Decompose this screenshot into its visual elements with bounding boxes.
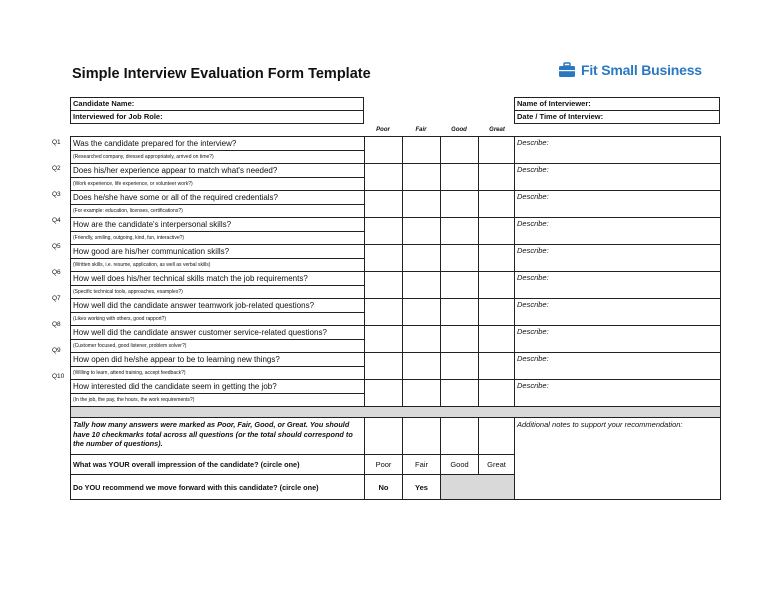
- rating-cell-poor[interactable]: [365, 218, 403, 245]
- rating-cell-good[interactable]: [441, 326, 479, 353]
- question-row: [71, 353, 721, 380]
- rating-cell-good[interactable]: [441, 299, 479, 326]
- question-text: How are the candidate's interpersonal skills?: [73, 220, 232, 229]
- rating-cell-fair[interactable]: [403, 326, 441, 353]
- tally-cell-poor[interactable]: [365, 418, 403, 455]
- rating-cell-great[interactable]: [479, 191, 515, 218]
- rating-cell-fair[interactable]: [403, 164, 441, 191]
- question-hint: (Researched company, dressed appropriately, arrived on time?): [71, 150, 364, 163]
- question-text: How interested did the candidate seem in getting the job?: [73, 382, 277, 391]
- question-hint: (Likes working with others, good rapport?): [71, 312, 364, 325]
- question-number: Q1: [52, 139, 61, 146]
- describe-cell[interactable]: Describe:: [515, 353, 721, 380]
- brand-logo: [558, 60, 702, 80]
- rating-cell-great[interactable]: [479, 245, 515, 272]
- rating-cell-poor[interactable]: [365, 326, 403, 353]
- question-number: Q10: [52, 373, 65, 380]
- rating-cell-fair[interactable]: [403, 218, 441, 245]
- rating-cell-poor[interactable]: [365, 191, 403, 218]
- interviewer-name-field[interactable]: Name of Interviewer:: [515, 98, 720, 111]
- rating-header-poor: Poor: [376, 127, 390, 133]
- page-title: Simple Interview Evaluation Form Template: [72, 66, 371, 82]
- candidate-name-field[interactable]: Candidate Name:: [71, 98, 364, 111]
- question-row: [71, 299, 721, 326]
- question-hint: (Written skills, i.e. resume, application, as well as verbal skills): [71, 258, 364, 271]
- interview-date-field[interactable]: Date / Time of Interview:: [515, 111, 720, 124]
- question-number: Q5: [52, 243, 61, 250]
- describe-cell[interactable]: Describe:: [515, 191, 721, 218]
- rating-cell-fair[interactable]: [403, 353, 441, 380]
- impression-option-fair[interactable]: Fair: [403, 455, 441, 475]
- question-row: [71, 326, 721, 353]
- recommend-option-no[interactable]: No: [365, 475, 403, 500]
- question-text: Was the candidate prepared for the interview?: [73, 139, 237, 148]
- tally-cell-great[interactable]: [479, 418, 515, 455]
- describe-cell[interactable]: Describe:: [515, 272, 721, 299]
- question-number: Q3: [52, 191, 61, 198]
- question-hint: (Customer focused, good listener, problem solver?): [71, 339, 364, 352]
- question-number: Q4: [52, 217, 61, 224]
- tally-instructions: Tally how many answers were marked as Poor, Fair, Good, or Great. You should have 10 checkmarks total across all questions (or the total should correspond to the number of questions).: [71, 418, 365, 455]
- impression-question: What was YOUR overall impression of the candidate? (circle one): [71, 455, 365, 475]
- rating-cell-poor[interactable]: [365, 272, 403, 299]
- rating-cell-good[interactable]: [441, 137, 479, 164]
- impression-option-good[interactable]: Good: [441, 455, 479, 475]
- question-text: How good are his/her communication skills?: [73, 247, 230, 256]
- rating-cell-great[interactable]: [479, 137, 515, 164]
- evaluation-table: [70, 136, 721, 500]
- recommend-question: Do YOU recommend we move forward with this candidate? (circle one): [71, 475, 365, 500]
- impression-option-poor[interactable]: Poor: [365, 455, 403, 475]
- question-number: Q6: [52, 269, 61, 276]
- question-text: How open did he/she appear to be to learning new things?: [73, 355, 280, 364]
- question-hint: (In the job, the pay, the hours, the work requirements?): [71, 393, 364, 406]
- rating-cell-great[interactable]: [479, 380, 515, 407]
- question-row: [71, 245, 721, 272]
- candidate-info-table: [70, 97, 364, 124]
- question-hint: (Specific technical tools, approaches, examples?): [71, 285, 364, 298]
- question-row: [71, 380, 721, 407]
- rating-cell-good[interactable]: [441, 218, 479, 245]
- rating-cell-great[interactable]: [479, 272, 515, 299]
- question-text: Does he/she have some or all of the required credentials?: [73, 193, 279, 202]
- rating-cell-poor[interactable]: [365, 137, 403, 164]
- describe-cell[interactable]: Describe:: [515, 137, 721, 164]
- describe-cell[interactable]: Describe:: [515, 245, 721, 272]
- question-number: Q7: [52, 295, 61, 302]
- question-text: How well did the candidate answer teamwork job-related questions?: [73, 301, 315, 310]
- question-row: [71, 191, 721, 218]
- question-hint: (Willing to learn, attend training, accept feedback?): [71, 366, 364, 379]
- rating-cell-good[interactable]: [441, 272, 479, 299]
- rating-header-good: Good: [451, 127, 467, 133]
- question-number: Q8: [52, 321, 61, 328]
- rating-cell-great[interactable]: [479, 164, 515, 191]
- describe-cell[interactable]: Describe:: [515, 218, 721, 245]
- rating-cell-good[interactable]: [441, 164, 479, 191]
- interviewer-info-table: [514, 97, 720, 124]
- tally-cell-good[interactable]: [441, 418, 479, 455]
- rating-cell-poor[interactable]: [365, 299, 403, 326]
- rating-cell-great[interactable]: [479, 299, 515, 326]
- rating-cell-fair[interactable]: [403, 245, 441, 272]
- rating-cell-good[interactable]: [441, 245, 479, 272]
- briefcase-icon: [558, 62, 576, 78]
- describe-cell[interactable]: Describe:: [515, 299, 721, 326]
- impression-option-great[interactable]: Great: [479, 455, 515, 475]
- additional-notes[interactable]: Additional notes to support your recommendation:: [515, 418, 721, 500]
- question-row: [71, 218, 721, 245]
- question-hint: (Friendly, smiling, outgoing, kind, fun, interactive?): [71, 231, 364, 244]
- rating-cell-poor[interactable]: [365, 353, 403, 380]
- brand-name: Fit Small Business: [581, 62, 702, 78]
- question-row: [71, 272, 721, 299]
- describe-cell[interactable]: Describe:: [515, 164, 721, 191]
- rating-cell-good[interactable]: [441, 353, 479, 380]
- tally-cell-fair[interactable]: [403, 418, 441, 455]
- question-text: How well did the candidate answer customer service-related questions?: [73, 328, 327, 337]
- rating-cell-good[interactable]: [441, 191, 479, 218]
- question-text: Does his/her experience appear to match what's needed?: [73, 166, 278, 175]
- describe-cell[interactable]: Describe:: [515, 380, 721, 407]
- recommend-option-yes[interactable]: Yes: [403, 475, 441, 500]
- rating-header-fair: Fair: [415, 127, 427, 133]
- rating-cell-great[interactable]: [479, 218, 515, 245]
- question-number: Q2: [52, 165, 61, 172]
- rating-cell-fair[interactable]: [403, 380, 441, 407]
- question-hint: (Work experience, life experience, or volunteer work?): [71, 177, 364, 190]
- rating-cell-poor[interactable]: [365, 164, 403, 191]
- separator-bar: [71, 407, 721, 418]
- job-role-field[interactable]: Interviewed for Job Role:: [71, 111, 364, 124]
- rating-cell-great[interactable]: [479, 353, 515, 380]
- question-row: [71, 137, 721, 164]
- rating-cell-fair[interactable]: [403, 191, 441, 218]
- rating-cell-fair[interactable]: [403, 299, 441, 326]
- separator-row: [71, 407, 721, 418]
- question-text: How well does his/her technical skills match the job requirements?: [73, 274, 308, 283]
- question-row: [71, 164, 721, 191]
- rating-cell-good[interactable]: [441, 380, 479, 407]
- describe-cell[interactable]: Describe:: [515, 326, 721, 353]
- tally-row: [71, 418, 721, 455]
- question-hint: (For example: education, licenses, certifications?): [71, 204, 364, 217]
- rating-cell-great[interactable]: [479, 326, 515, 353]
- rating-header-great: Great: [489, 127, 505, 133]
- recommend-gray-cell: [441, 475, 515, 500]
- rating-cell-poor[interactable]: [365, 380, 403, 407]
- rating-cell-fair[interactable]: [403, 272, 441, 299]
- rating-cell-poor[interactable]: [365, 245, 403, 272]
- rating-cell-fair[interactable]: [403, 137, 441, 164]
- question-number: Q9: [52, 347, 61, 354]
